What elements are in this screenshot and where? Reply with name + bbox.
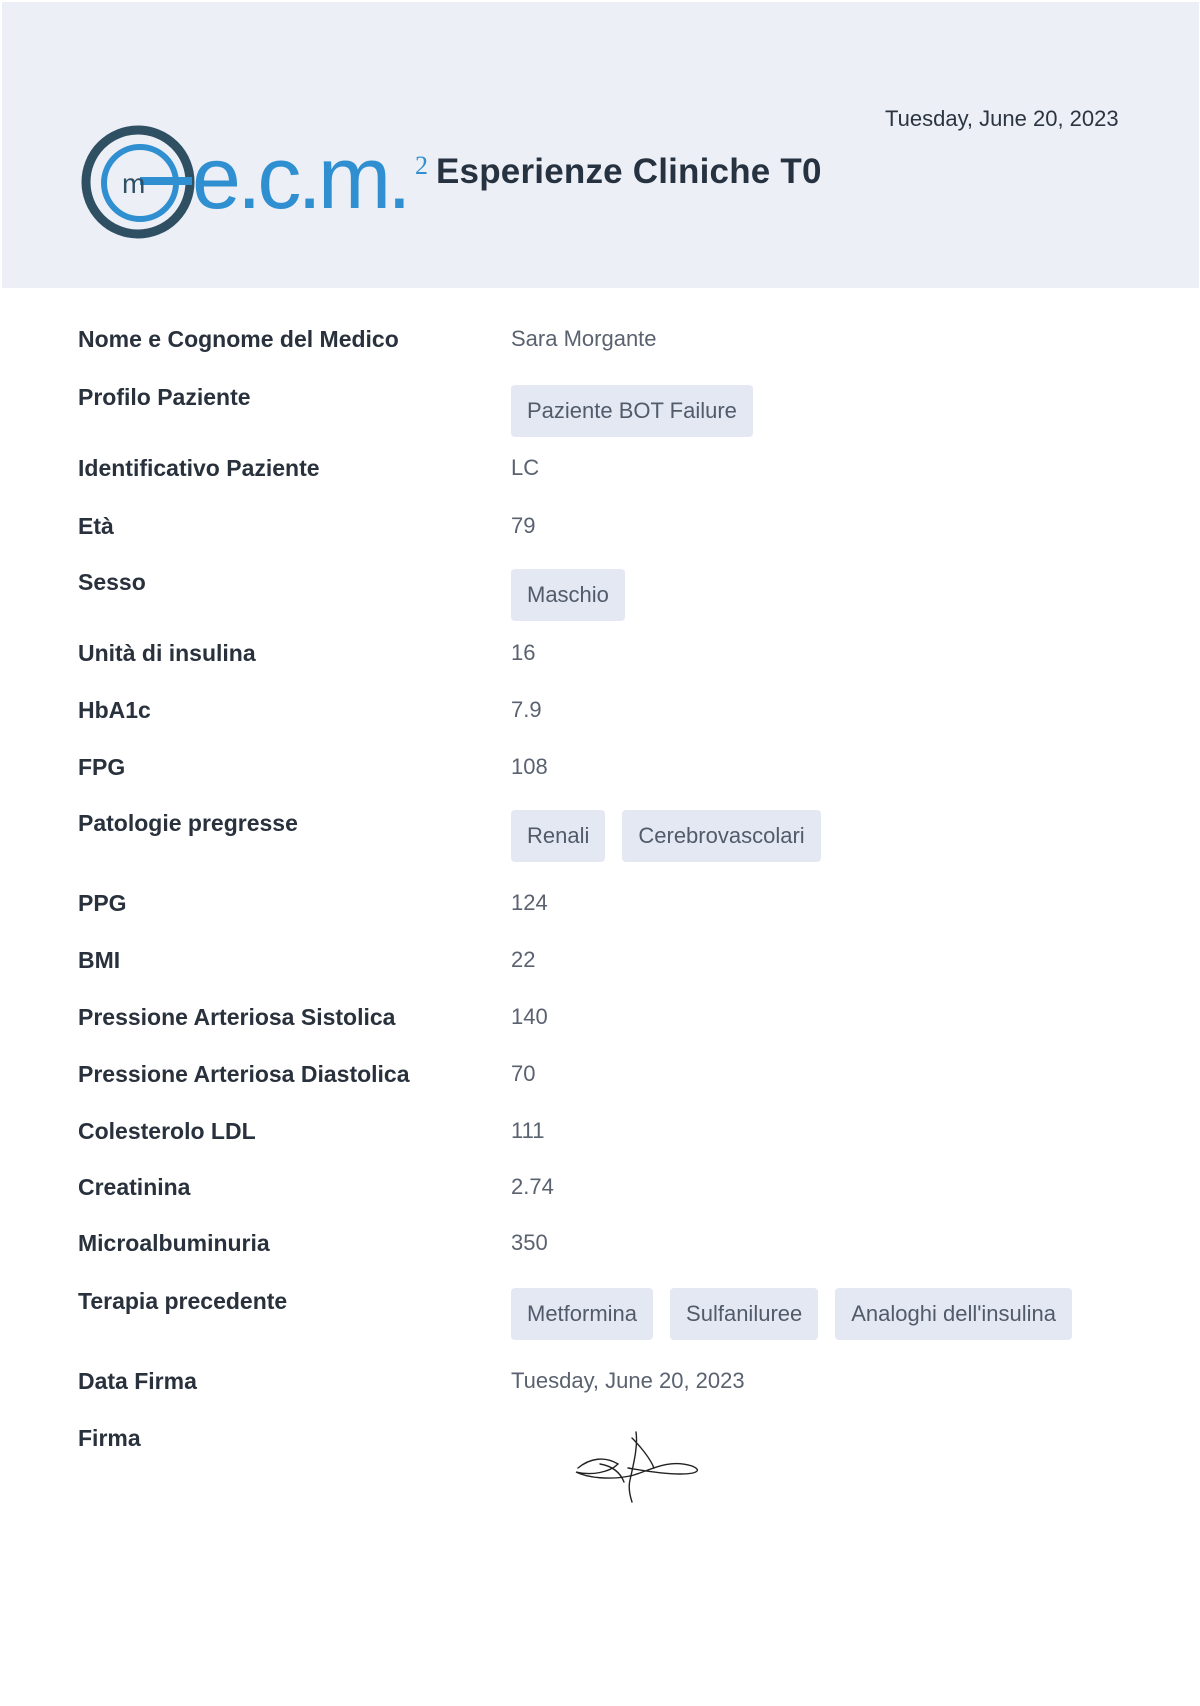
field-label: Pressione Arteriosa Diastolica	[78, 1061, 410, 1087]
header-band	[2, 2, 1199, 288]
chip-patologia: Renali	[511, 810, 605, 862]
field-value: 7.9	[511, 697, 542, 722]
chip-group	[511, 1288, 1072, 1340]
field-value: Sara Morgante	[511, 326, 657, 351]
field-label: Colesterolo LDL	[78, 1118, 256, 1144]
field-label: HbA1c	[78, 697, 151, 723]
field-label: Patologie pregresse	[78, 810, 298, 836]
svg-text:m: m	[122, 168, 146, 199]
field-value: 16	[511, 640, 536, 665]
chip-group	[511, 810, 821, 862]
field-value: 350	[511, 1230, 548, 1255]
chip-sesso: Maschio	[511, 569, 625, 621]
field-label: Creatinina	[78, 1174, 191, 1200]
chip-patologia: Cerebrovascolari	[622, 810, 820, 862]
svg-text:2: 2	[415, 151, 428, 180]
field-value: 2.74	[511, 1174, 554, 1199]
ecm-logo	[80, 122, 430, 247]
header-date: Tuesday, June 20, 2023	[885, 106, 1119, 131]
field-value: LC	[511, 455, 540, 480]
field-value: 124	[511, 890, 548, 915]
field-value: 22	[511, 947, 536, 972]
field-label: Pressione Arteriosa Sistolica	[78, 1004, 396, 1030]
field-label: Unità di insulina	[78, 640, 256, 666]
field-label: Età	[78, 513, 114, 539]
field-label: PPG	[78, 890, 127, 916]
page-title: Esperienze Cliniche T0	[436, 152, 822, 191]
chip-terapia: Analoghi dell'insulina	[835, 1288, 1072, 1340]
chip-group	[511, 385, 753, 437]
signature-image	[570, 1428, 705, 1503]
field-label: Data Firma	[78, 1368, 197, 1394]
field-value: 111	[511, 1118, 545, 1143]
field-label: Firma	[78, 1425, 141, 1451]
field-label: Terapia precedente	[78, 1288, 288, 1314]
chip-group	[511, 569, 625, 621]
svg-text:e.c.m.: e.c.m.	[192, 128, 408, 227]
field-label: FPG	[78, 754, 126, 780]
field-label: Microalbuminuria	[78, 1230, 270, 1256]
field-value: 70	[511, 1061, 536, 1086]
field-value: 140	[511, 1004, 548, 1029]
field-label: Profilo Paziente	[78, 384, 251, 410]
field-label: Nome e Cognome del Medico	[78, 326, 399, 352]
chip-terapia: Metformina	[511, 1288, 653, 1340]
chip-terapia: Sulfaniluree	[670, 1288, 818, 1340]
field-value: 79	[511, 513, 536, 538]
field-label: Identificativo Paziente	[78, 455, 320, 481]
field-label: Sesso	[78, 569, 146, 595]
chip-profilo: Paziente BOT Failure	[511, 385, 753, 437]
field-label: BMI	[78, 947, 121, 973]
field-value: Tuesday, June 20, 2023	[511, 1368, 745, 1393]
field-value: 108	[511, 754, 548, 779]
